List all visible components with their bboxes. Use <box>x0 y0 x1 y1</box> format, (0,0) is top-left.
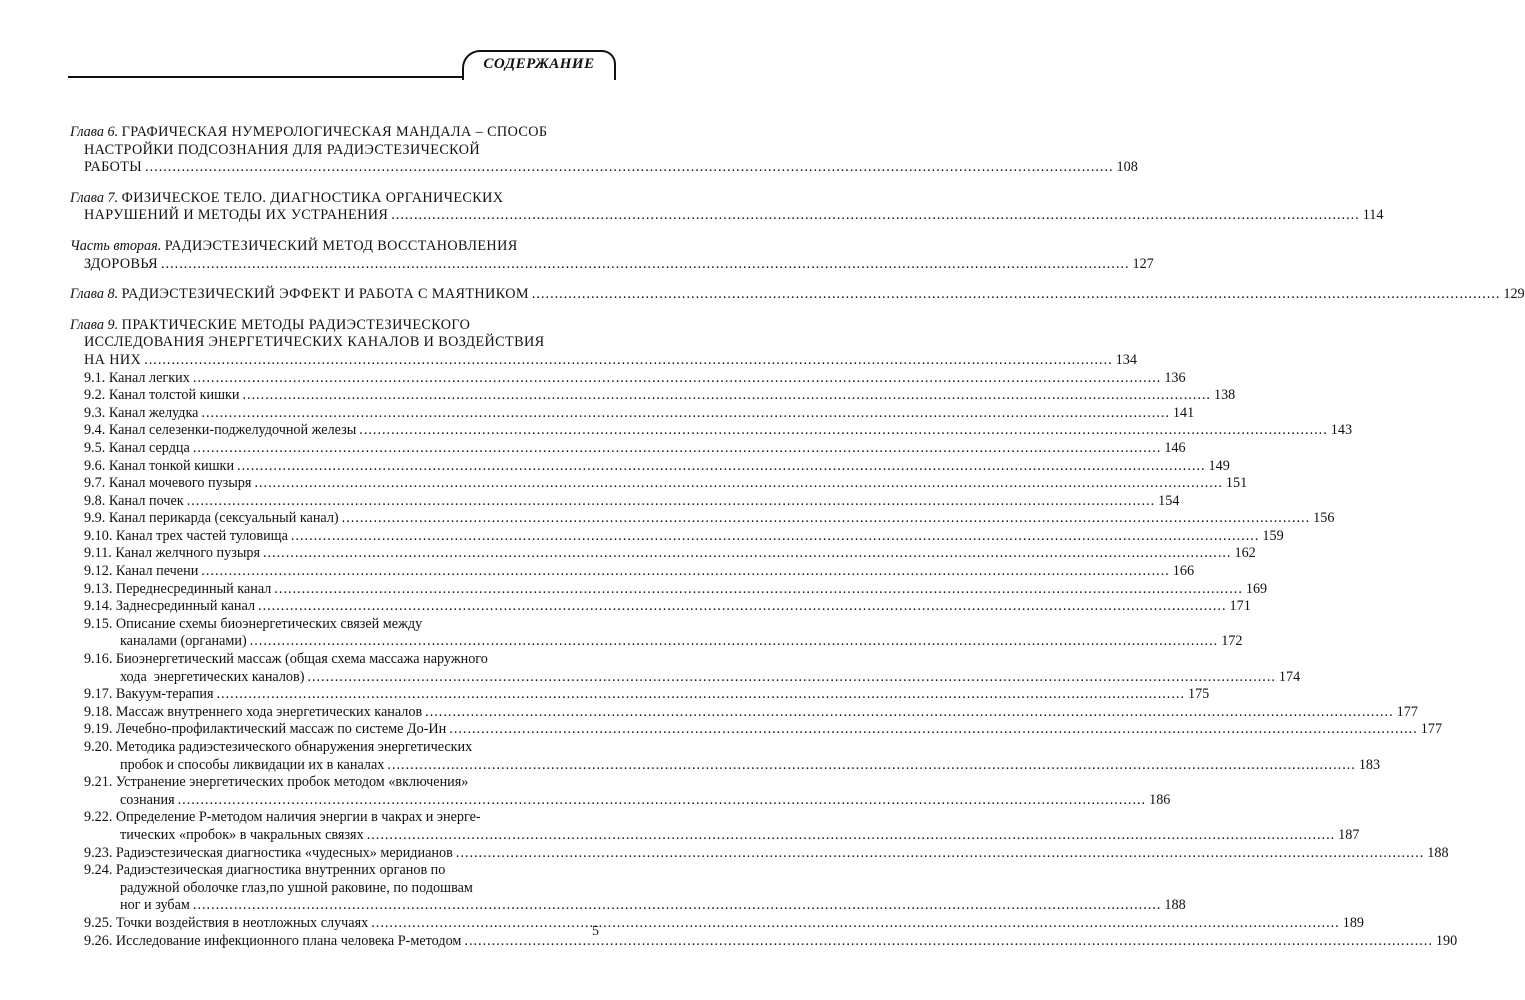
toc-entry-line <box>70 238 605 256</box>
chapter-label: Глава 6. <box>70 124 119 140</box>
toc-entry-leader-line <box>84 914 1364 933</box>
section-title-last-line: 9.23. Радиэстезическая диагностика «чудесных» меридианов <box>84 844 453 861</box>
toc-entry-leader-line <box>84 580 1268 599</box>
page-ref: 174 <box>1278 668 1301 685</box>
dot-leader <box>425 704 1393 722</box>
page-ref: 138 <box>1213 387 1236 404</box>
page-ref: 188 <box>1427 844 1449 861</box>
dot-leader <box>217 686 1185 704</box>
page-ref: 141 <box>1172 404 1195 421</box>
dot-leader <box>193 370 1161 388</box>
dot-leader <box>187 493 1155 511</box>
page-ref: 154 <box>1158 492 1180 509</box>
page-ref: 187 <box>1338 826 1360 843</box>
page-number: 5 <box>592 924 599 939</box>
toc-chapter-entry[interactable] <box>70 124 1138 177</box>
toc-entry-leader-line <box>84 369 1186 388</box>
section-title-last-line: сознания <box>120 791 175 808</box>
toc-entry-leader-line <box>70 207 1384 225</box>
toc-section-entry[interactable] <box>70 510 1335 528</box>
toc-entry-leader-line <box>70 159 1138 177</box>
chapter-title-last-line: РАБОТЫ <box>84 159 143 176</box>
toc-section-entry[interactable] <box>70 439 1186 458</box>
toc-entry-line <box>70 190 605 208</box>
chapter-label: Часть вторая. <box>70 237 162 254</box>
section-title-last-line: 9.25. Точки воздействия в неотложных случаях <box>84 914 369 931</box>
section-title-line: 9.15. Описание схемы биоэнергетических связей между <box>84 615 423 632</box>
toc-section-entry[interactable] <box>70 563 1195 581</box>
toc-section-entry[interactable] <box>70 475 1248 493</box>
toc-entry-leader-line <box>70 286 1525 304</box>
header-tab <box>462 50 616 80</box>
page-ref: 146 <box>1164 439 1186 456</box>
toc-entry-leader-line <box>84 703 1418 722</box>
section-title-line: 9.20. Методика радиэстезического обнаружения энергетических <box>84 739 473 755</box>
section-title-last-line: 9.13. Переднесрединный канал <box>84 580 272 597</box>
toc-entry-line <box>70 142 605 160</box>
section-title-last-line: ног и зубам <box>120 897 190 914</box>
toc-section-entry[interactable] <box>70 862 1186 915</box>
section-title-last-line: 9.4. Канал селезенки-поджелудочной железы <box>84 422 357 439</box>
toc-section-entry[interactable] <box>70 580 1268 599</box>
dot-leader <box>532 286 1500 304</box>
toc-entry-leader-line <box>70 255 1154 274</box>
page-ref: 162 <box>1234 545 1256 562</box>
dot-leader <box>274 581 1242 599</box>
dot-leader <box>144 352 1112 368</box>
dot-leader <box>464 933 1432 951</box>
dot-leader <box>193 897 1161 915</box>
page-ref: 151 <box>1225 475 1248 492</box>
page-ref: 136 <box>1164 369 1186 386</box>
page-ref: 186 <box>1149 791 1171 808</box>
toc-entry-leader-line <box>84 422 1353 440</box>
toc-entry-leader-line <box>84 633 1243 651</box>
toc-entry-leader-line <box>84 457 1230 476</box>
dot-leader <box>258 598 1226 616</box>
section-title-last-line: тических «пробок» в чакральных связях <box>120 826 364 843</box>
toc-entry-leader-line <box>84 897 1186 915</box>
toc-section-entry[interactable] <box>70 739 1381 774</box>
section-title-last-line: 9.5. Канал сердца <box>84 439 190 456</box>
dot-leader <box>263 545 1231 563</box>
section-title-last-line: хода энергетических каналов) <box>120 668 305 685</box>
toc-entry-line <box>70 334 605 352</box>
toc-section-entry[interactable] <box>70 721 1443 739</box>
toc-section-entry[interactable] <box>70 651 1301 686</box>
section-title-last-line: 9.8. Канал почек <box>84 492 184 509</box>
chapter-title-line: РАДИЭСТЕЗИЧЕСКИЙ МЕТОД ВОССТАНОВЛЕНИЯ <box>164 237 518 254</box>
page-ref: 177 <box>1420 721 1443 738</box>
toc-entry-leader-line <box>84 844 1449 863</box>
section-title-last-line: 9.2. Канал толстой кишки <box>84 387 240 404</box>
dot-leader <box>193 440 1161 458</box>
chapter-label: Глава 7. <box>70 189 119 206</box>
toc-entry-leader-line <box>84 932 1458 951</box>
toc-section-entry[interactable] <box>70 932 1458 951</box>
page-ref: 159 <box>1262 527 1284 544</box>
section-title-last-line: 9.18. Массаж внутреннего хода энергетических каналов <box>84 703 423 720</box>
toc-entry-leader-line <box>84 598 1251 616</box>
chapter-title-last-line: РАДИЭСТЕЗИЧЕСКИЙ ЭФФЕКТ И РАБОТА С МАЯТНИКОМ <box>121 286 529 303</box>
toc-section-entry[interactable] <box>70 492 1180 511</box>
toc-section-entry[interactable] <box>70 809 1360 844</box>
toc-section-entry[interactable] <box>70 598 1251 616</box>
toc-section-entry[interactable] <box>70 457 1230 476</box>
chapter-title-last-line: НАРУШЕНИЙ И МЕТОДЫ ИХ УСТРАНЕНИЯ <box>84 207 389 224</box>
toc-chapter-entry[interactable] <box>70 189 1384 225</box>
dot-leader <box>391 207 1359 223</box>
toc-chapter-entry[interactable] <box>70 286 1525 304</box>
dot-leader <box>367 827 1335 845</box>
page-ref: 177 <box>1396 703 1418 720</box>
toc-entry-leader-line <box>84 686 1210 704</box>
page-ref: 134 <box>1115 351 1137 368</box>
section-title-line: 9.21. Устранение энергетических пробок методом «включения» <box>84 774 469 791</box>
toc-entry-line <box>70 317 605 335</box>
dot-leader <box>456 845 1424 863</box>
chapter-title-line: ФИЗИЧЕСКОЕ ТЕЛО. ДИАГНОСТИКА ОРГАНИЧЕСКИХ <box>121 189 504 206</box>
section-title-last-line: пробок и способы ликвидации их в каналах <box>120 756 385 773</box>
page-ref: 190 <box>1435 932 1458 949</box>
section-title-line: 9.24. Радиэстезическая диагностика внутренних органов по <box>84 862 446 879</box>
page-ref: 156 <box>1313 510 1335 527</box>
toc-entry-leader-line <box>84 404 1195 423</box>
section-title-last-line: 9.19. Лечебно-профилактический массаж по системе До-Ин <box>84 721 447 738</box>
toc-section-entry[interactable] <box>70 422 1353 440</box>
page-ref: 172 <box>1221 633 1243 650</box>
toc-entry-leader-line <box>70 351 1137 370</box>
toc-section-entry[interactable] <box>70 703 1418 722</box>
page-ref: 171 <box>1229 598 1251 615</box>
section-title-last-line: 9.7. Канал мочевого пузыря <box>84 475 252 492</box>
toc-section-entry[interactable] <box>70 527 1284 546</box>
dot-leader <box>342 510 1310 528</box>
page-ref: 183 <box>1358 756 1381 773</box>
toc-section-entry[interactable] <box>70 369 1186 388</box>
chapter-title-line: НАСТРОЙКИ ПОДСОЗНАНИЯ ДЛЯ РАДИЭСТЕЗИЧЕСКОЙ <box>84 141 480 158</box>
toc-entry-leader-line <box>84 563 1195 581</box>
dot-leader <box>449 721 1417 739</box>
page-ref: 166 <box>1172 563 1195 580</box>
chapter-label: Глава 8. <box>70 286 119 303</box>
chapter-title-wrap <box>70 286 529 304</box>
toc-section-entry[interactable] <box>70 686 1210 704</box>
toc-entry-leader-line <box>84 475 1248 493</box>
page-ref: 129 <box>1503 286 1525 303</box>
dot-leader <box>307 669 1275 687</box>
dot-leader <box>371 915 1339 933</box>
chapter-title-line: ПРАКТИЧЕСКИЕ МЕТОДЫ РАДИЭСТЕЗИЧЕСКОГО <box>121 316 471 333</box>
toc-entry-leader-line <box>84 791 1171 810</box>
dot-leader <box>237 458 1205 476</box>
section-title: СОДЕРЖАНИЕ <box>483 56 595 72</box>
section-title-line: 9.16. Биоэнергетический массаж (общая схема массажа наружного <box>84 651 488 668</box>
chapter-title-line: ГРАФИЧЕСКАЯ НУМЕРОЛОГИЧЕСКАЯ МАНДАЛА – СПОСОБ <box>121 124 548 140</box>
page-ref: 169 <box>1245 580 1268 597</box>
page-ref: 127 <box>1132 255 1154 272</box>
table-of-contents <box>70 124 1525 950</box>
section-title-last-line: 9.1. Канал легких <box>84 369 190 386</box>
section-title-last-line: 9.10. Канал трех частей туловища <box>84 527 288 544</box>
dot-leader <box>254 475 1222 493</box>
page-ref: 108 <box>1116 159 1138 176</box>
section-title-line: 9.22. Определение Р-методом наличия энергии в чакрах и энерге- <box>84 809 481 826</box>
dot-leader <box>161 256 1129 272</box>
toc-entry-leader-line <box>84 668 1301 687</box>
page-ref: 114 <box>1362 207 1384 224</box>
toc-entry-leader-line <box>84 510 1335 528</box>
toc-chapter-entry[interactable] <box>70 316 1137 370</box>
toc-section-entry[interactable] <box>70 545 1256 563</box>
dot-leader <box>250 633 1218 651</box>
dot-leader <box>291 528 1259 546</box>
toc-section-entry[interactable] <box>70 387 1236 405</box>
toc-section-entry[interactable] <box>70 404 1195 423</box>
toc-section-entry[interactable] <box>70 844 1449 863</box>
dot-leader <box>242 387 1210 405</box>
toc-entry-leader-line <box>84 721 1443 739</box>
chapter-title-last-line: НА НИХ <box>84 351 142 368</box>
section-title-last-line: 9.17. Вакуум-терапия <box>84 686 214 703</box>
toc-entry-line <box>70 124 605 142</box>
chapter-title-last-line: ЗДОРОВЬЯ <box>84 255 158 272</box>
toc-entry-leader-line <box>84 492 1180 511</box>
toc-entry-leader-line <box>84 439 1186 458</box>
page-ref: 143 <box>1330 422 1353 439</box>
toc-chapter-entry[interactable] <box>70 237 1154 273</box>
page-ref: 175 <box>1187 686 1210 703</box>
dot-leader <box>178 792 1146 810</box>
dot-leader <box>145 159 1113 175</box>
chapter-label: Глава 9. <box>70 316 119 333</box>
page-ref: 188 <box>1164 897 1186 914</box>
toc-section-entry[interactable] <box>70 615 1243 651</box>
section-title-last-line: 9.3. Канал желудка <box>84 404 199 421</box>
page-ref: 189 <box>1342 914 1364 931</box>
chapter-title-line: ИССЛЕДОВАНИЯ ЭНЕРГЕТИЧЕСКИХ КАНАЛОВ И ВОЗДЕЙСТВИЯ <box>84 334 545 351</box>
dot-leader <box>201 563 1169 581</box>
toc-section-entry[interactable] <box>70 914 1364 933</box>
section-title-line: радужной оболочке глаз,по ушной раковине, по подошвам <box>120 879 473 896</box>
section-title-last-line: 9.12. Канал печени <box>84 563 199 580</box>
dot-leader <box>201 405 1169 423</box>
toc-section-entry[interactable] <box>70 774 1171 809</box>
toc-entry-leader-line <box>84 826 1360 845</box>
dot-leader <box>359 422 1327 440</box>
dot-leader <box>387 757 1355 775</box>
section-title-last-line: 9.26. Исследование инфекционного плана человека Р-методом <box>84 932 462 949</box>
toc-entry-leader-line <box>84 545 1256 563</box>
section-title-last-line: каналами (органами) <box>120 633 247 650</box>
toc-entry-leader-line <box>84 756 1381 775</box>
page-ref: 149 <box>1208 457 1230 474</box>
section-title-last-line: 9.9. Канал перикарда (сексуальный канал) <box>84 510 339 527</box>
section-title-last-line: 9.6. Канал тонкой кишки <box>84 457 235 474</box>
toc-entry-leader-line <box>84 527 1284 546</box>
section-title-last-line: 9.11. Канал желчного пузыря <box>84 545 260 562</box>
section-title-last-line: 9.14. Заднесрединный канал <box>84 598 256 615</box>
toc-entry-leader-line <box>84 387 1236 405</box>
